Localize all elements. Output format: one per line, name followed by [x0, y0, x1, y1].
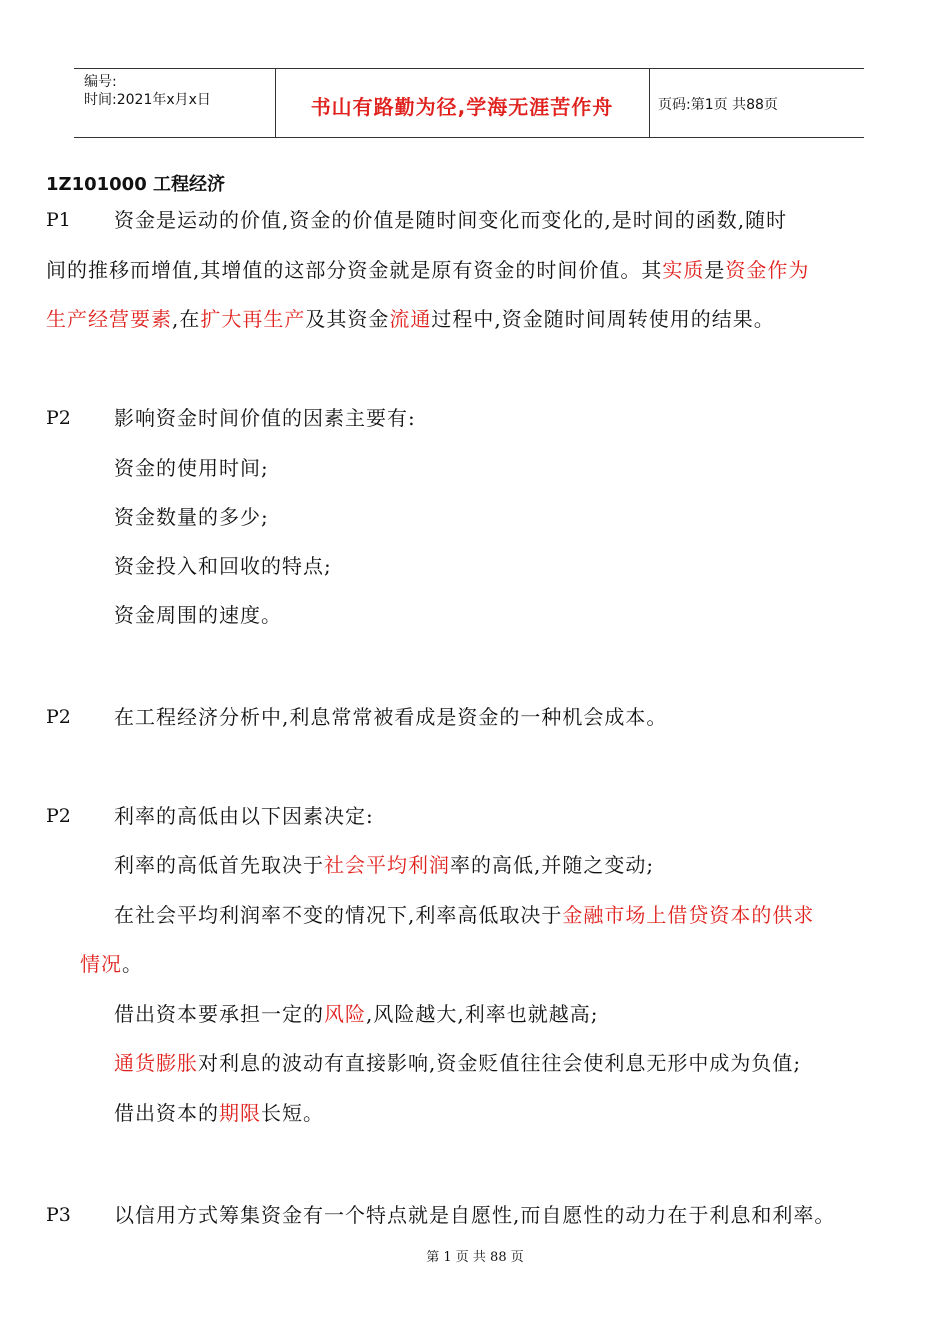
- document-header: [74, 68, 864, 138]
- paragraph-label: P3: [46, 1204, 71, 1226]
- text-run: 借出资本的: [114, 1101, 219, 1125]
- highlight-text: 情况: [80, 952, 122, 976]
- list-item: [114, 1101, 324, 1125]
- list-item: 资金数量的多少;: [114, 505, 269, 529]
- section-title: 1Z101000 工程经济: [46, 174, 225, 195]
- paragraph-line: [46, 258, 809, 282]
- highlight-text: 流通: [389, 307, 432, 331]
- highlight-text: 扩大再生产: [200, 307, 306, 331]
- text-run: 对利息的波动有直接影响,资金贬值往往会使利息无形中成为负值;: [198, 1051, 802, 1075]
- text-run: 是: [704, 258, 726, 282]
- text-run: 利率的高低首先取决于: [114, 853, 324, 877]
- page-footer: 第 1 页 共 88 页: [426, 1250, 524, 1265]
- paragraph-line: 以信用方式筹集资金有一个特点就是自愿性,而自愿性的动力在于利息和利率。: [114, 1203, 836, 1227]
- header-meta: [84, 73, 211, 109]
- highlight-text: 资金作为: [725, 258, 810, 282]
- header-divider: [649, 69, 650, 137]
- paragraph-label: P2: [46, 805, 71, 827]
- paragraph-label: P2: [46, 407, 71, 429]
- highlight-text: 金融市场上借贷资本的供求: [562, 903, 815, 927]
- paragraph-label: P1: [46, 209, 71, 231]
- paragraph-line: 影响资金时间价值的因素主要有:: [114, 406, 416, 430]
- highlight-text: 社会平均利润: [324, 853, 450, 877]
- highlight-text: 风险: [324, 1002, 366, 1026]
- list-item: [114, 1051, 801, 1075]
- text-run: 长短。: [261, 1101, 324, 1125]
- header-page-info: 页码:第1页 共88页: [658, 97, 778, 113]
- list-item: [114, 853, 654, 877]
- text-run: 借出资本要承担一定的: [114, 1002, 324, 1026]
- text-run: ,风险越大,利率也就越高;: [366, 1002, 599, 1026]
- list-item: [114, 1002, 598, 1026]
- highlight-text: 实质: [662, 258, 705, 282]
- text-run: 过程中,资金随时间周转使用的结果。: [431, 307, 775, 331]
- paragraph-line: [46, 307, 775, 331]
- text-run: 及其资金: [305, 307, 390, 331]
- text-run: 间的推移而增值,其增值的这部分资金就是原有资金的时间价值。其: [46, 258, 663, 282]
- list-item-continuation: [80, 952, 143, 976]
- list-item: 资金周围的速度。: [114, 603, 282, 627]
- paragraph-line: 利率的高低由以下因素决定:: [114, 804, 374, 828]
- time-label: 时间:2021年x月x日: [84, 92, 211, 108]
- number-label: 编号:: [84, 74, 117, 90]
- list-item: 资金投入和回收的特点;: [114, 554, 332, 578]
- paragraph-line: 在工程经济分析中,利息常常被看成是资金的一种机会成本。: [114, 705, 668, 729]
- highlight-text: 生产经营要素: [46, 307, 172, 331]
- list-item: [114, 903, 814, 927]
- paragraph-line: 资金是运动的价值,资金的价值是随时间变化而变化的,是时间的函数,随时: [114, 208, 788, 232]
- paragraph-label: P2: [46, 706, 71, 728]
- list-item: 资金的使用时间;: [114, 456, 269, 480]
- highlight-text: 期限: [219, 1101, 261, 1125]
- text-run: 率的高低,并随之变动;: [450, 853, 655, 877]
- text-run: 。: [122, 952, 143, 976]
- text-run: 在社会平均利润率不变的情况下,利率高低取决于: [114, 903, 563, 927]
- text-run: ,在: [172, 307, 201, 331]
- header-motto: 书山有路勤为径,学海无涯苦作舟: [310, 95, 614, 119]
- highlight-text: 通货膨胀: [114, 1051, 198, 1075]
